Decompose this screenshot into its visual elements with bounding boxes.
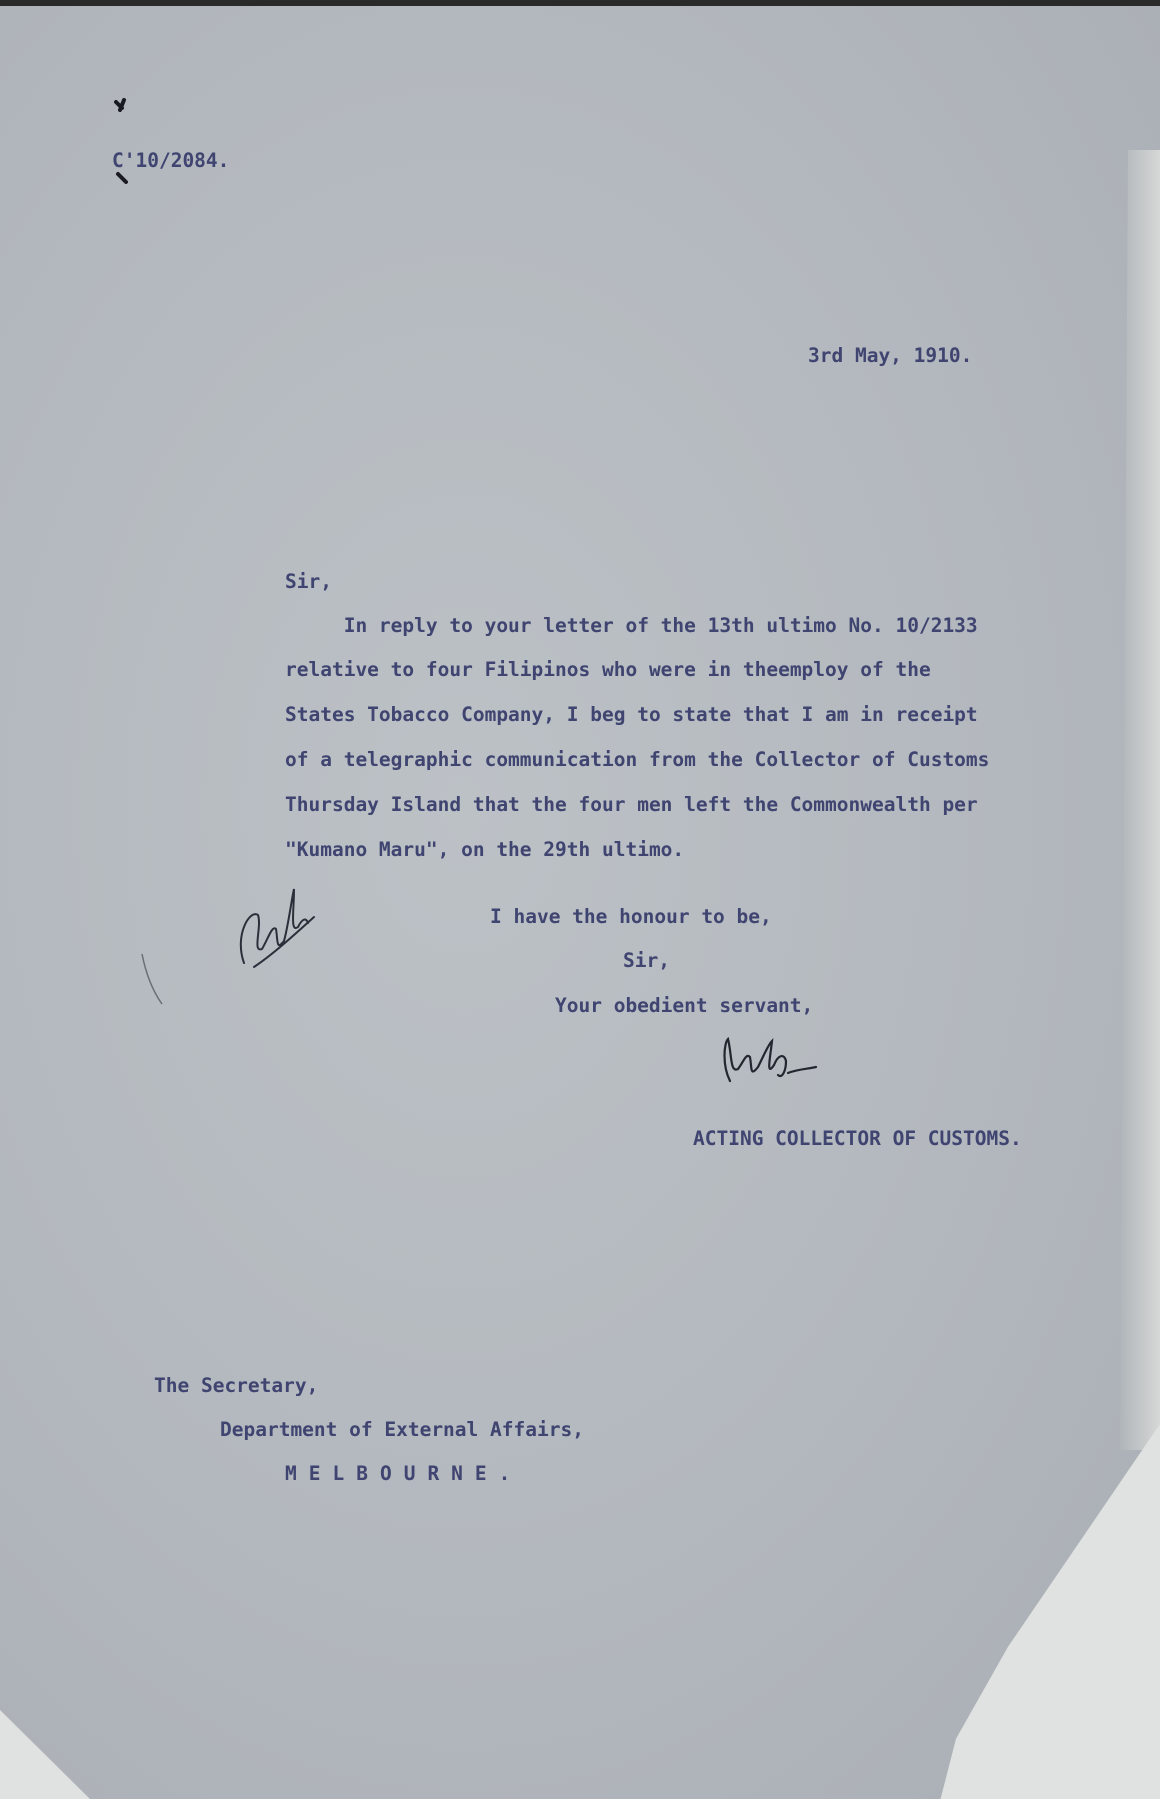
signatory-title: ACTING COLLECTOR OF CUSTOMS. (693, 1127, 1022, 1150)
address-city: MELBOURNE. (285, 1462, 523, 1485)
file-reference: C'10/2084. (112, 149, 230, 172)
body-line: of a telegraphic communication from the Collector of Customs (285, 748, 990, 771)
body-line: relative to four Filipinos who were in theemploy of the (285, 658, 931, 681)
handwritten-signature (716, 1025, 836, 1095)
body-line: States Tobacco Company, I beg to state that I am in receipt (285, 703, 978, 726)
body-line: "Kumano Maru", on the 29th ultimo. (285, 838, 685, 861)
address-line: The Secretary, (154, 1374, 319, 1397)
address-line: Department of External Affairs, (220, 1418, 584, 1441)
body-line: In reply to your letter of the 13th ultimo No. 10/2133 (285, 614, 978, 637)
paper-edge-top (0, 0, 1160, 6)
folded-corner-bottom-left (0, 1710, 90, 1799)
valediction: Your obedient servant, (555, 994, 814, 1017)
closing-sir: Sir, (623, 949, 670, 972)
paper-edge-right (1120, 150, 1160, 1450)
tick-mark-icon (106, 96, 136, 186)
body-line: Thursday Island that the four men left the Commonwealth per (285, 793, 978, 816)
letter-date: 3rd May, 1910. (808, 344, 973, 367)
initials-annotation (232, 875, 322, 975)
pencil-stroke-mark (138, 950, 168, 1010)
salutation: Sir, (285, 570, 332, 593)
closing-line: I have the honour to be, (490, 905, 772, 928)
